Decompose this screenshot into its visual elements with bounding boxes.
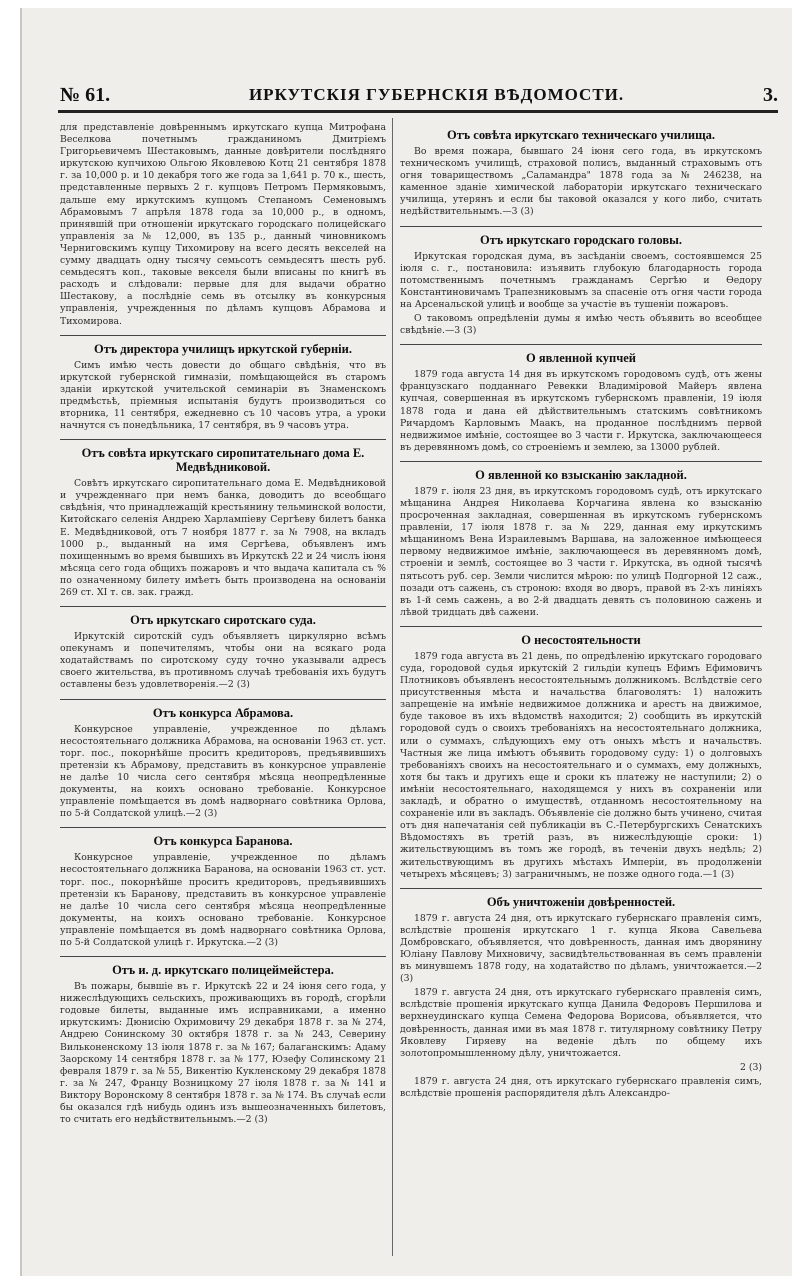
- page-header: [60, 82, 778, 108]
- left-column: [60, 122, 386, 1264]
- continued-paragraph: для представленіе довѣреннымъ иркутскаго купца Митрофана Веселкова почетнымъ гражданиномъ Дмитріемъ Григорьевичемъ Шестаковымъ, данные довѣрители послѣдняго иркутскою купчихою Ольгою Яковлевою Котц 21 сентября 1878 г. за 10,000 р. и 10 декабря того же года за 1,641 р. 70 к., шесть, представленные первыхъ 2 г. купцовъ Петромъ Пермяковымъ, дальше ему иркутскимъ купцомъ Степаномъ Семеновымъ Абрамовымъ 7 апрѣля 1878 года за 10,000 р., в одномъ, принявшій при отношеніи иркутскаго городскаго полицейскаго управленія за № 12,000, въ 135 р., данный чиновникомъ Черниговскимъ купцу Тихомирову на всего десять векселей на сумму двадцать одну тысячу семьсотъ семьдесятъ шесть руб. семьдесятъ коп., таковые векселя были вписаны по книгѣ въ расходъ и слѣдовали: первые для для выдачи обратно Шестакову, а послѣдніе семь въ отсылку въ конкурсныя управленія, учрежденныя по дѣламъ купцовъ Абрамова и Тихомирова.: [60, 122, 386, 327]
- section-title-mortgage: О явленной ко взысканію закладной.: [475, 467, 687, 482]
- section-divider: [400, 344, 762, 345]
- section-divider: [60, 699, 386, 700]
- section-paragraph: 1879 года августа въ 21 день, по опредѣленію иркутскаго городоваго суда, городовой судья иркутскій 2 гильдіи купецъ Ефимъ Ефимовичъ Плотниковъ объявленъ несостоятельнымъ должникомъ. Вслѣдствіе сего присутственныя мѣста и начальства благоволятъ: 1) наложить запрещеніе на имѣніе недвижимое должника и арестъ на движимое, буде таковое въ ихъ вѣдомствѣ находится; 2) сообщить въ иркутскій городовой судъ о своихъ требованіяхъ на несостоятельнаго должника, или о суммахъ, слѣдующихъ ему отъ оныхъ мѣстъ и начальствъ. Частныя же лица имѣютъ объявить городовому суду: 1) о долговыхъ требованіяхъ своихъ на несостоятельнаго и о суммахъ, ему должныхъ, хотя бы такъ и другихъ еще и сроки къ платежу не наступили; 2) о имѣніи несостоятельнаго, находящемся у нихъ въ сохраненіи или закладѣ, и обратно о имуществѣ, отданномъ несостоятельному на сохраненіе или въ закладъ. Объявленіе сіе должно быть учинено, считая отъ дня напечатанія сей публикаціи въ С.-Петербургскихъ Сенатскихъ Вѣдомостяхъ въ третій разъ, въ нижеслѣдующіе сроки: 1) жительствующимъ въ томъ же городѣ, въ теченіи двухъ недѣль; 2) жительствующимъ въ другихъ мѣстахъ Имперіи, въ продолженіи четырехъ мѣсяцевъ; 3) заграничнымъ, не позже одного года.—1 (3): [400, 650, 762, 880]
- section-signature: 2 (3): [739, 1061, 762, 1073]
- section-paragraph: О таковомъ опредѣленіи думы я имѣю честь объявить во всеобщее свѣдѣніе.—3 (3): [400, 313, 762, 337]
- section-title-technical-school: Отъ совѣта иркутскаго техническаго училища.: [447, 128, 715, 142]
- section-paragraph: Совѣтъ иркутскаго сиропитательнаго дома Е. Медвѣдниковой и учрежденнаго при немъ банка, доводитъ до всеобщаго свѣдѣнія, что принадлежащій крестьянину тельминской волости, Китойскаго селенія Андрею Харлампіеву Сергѣеву билетъ банка Е. Медвѣдниковой, отъ 7 ноября 1877 г. за № 7908, на вкладъ 1000 р., выданный на имя Сергѣева, объявленъ имъ похищеннымъ во время бывшихъ въ Иркутскѣ 22 и 24 числъ іюня мѣсяца сего года общихъ пожаровъ и что выдача капитала съ % по означенному билету имѣетъ быть производена на основаніи 269 ст. XI т. св. зак. гражд.: [60, 478, 386, 598]
- section-paragraph: 1879 г. августа 24 дня, отъ иркутскаго губернскаго правленія симъ, вслѣдствіе прошенія иркутскаго 1 г. купца Якова Савельева Домбровскаго, объявляется, что довѣренность, данная имъ дворянину Юліану Павлову Михновичу, засвидѣтельствованная въ семъ правленіи въ минувшемъ 1878 году, на ходатайство по дѣламъ, уничтожается.—2 (3): [400, 912, 762, 985]
- section-title-insolvency: О несостоятельности: [521, 632, 641, 647]
- newspaper-title: ИРКУТСКІЯ ГУБЕРНСКІЯ ВѢДОМОСТИ.: [248, 85, 625, 104]
- section-divider: [60, 439, 386, 440]
- section-divider: [400, 626, 762, 627]
- section-divider: [60, 606, 386, 607]
- section-paragraph: Конкурсное управленіе, учрежденное по дѣламъ несостоятельнаго должника Баранова, на основаніи 1963 ст. уст. торг. пос., покорнѣйше проситъ кредиторовъ, предъявившихъ претензіи къ Баранову, представить въ конкурсное управленіе не далѣе 10 числа сего сентября мѣсяца неопредѣленные документы, на коихъ основано требованіе. Конкурсное управленіе помѣщается въ домѣ надворнаго совѣтника Орлова, по 5-й Солдатской улицѣ г. Иркутска.—2 (3): [60, 852, 386, 948]
- section-divider: [60, 335, 386, 336]
- section-paragraph: 1879 г. августа 24 дня, отъ иркутскаго губернскаго правленія симъ, вслѣдствіе прошенія иркутскаго купца Данила Федоровъ Першилова и верхнеудинскаго купца Семена Федорова Ворисова, объявляется, что довѣренность, данная ими въ мая 1878 г. титулярному совѣтнику Петру Яковлеву Гиряеву на веденіе дѣлъ по общему ихъ золотопромышленному дѣлу, уничтожается.: [400, 987, 762, 1059]
- section-divider: [400, 226, 762, 227]
- section-paragraph: 1879 года августа 14 дня въ иркутскомъ городовомъ судѣ, отъ жены французскаго подданнаго Ревекки Владиміровой Майеръ явлена купчая, совершенная въ иркутскомъ губернскомъ правленіи, 19 іюля 1878 года и дана ей дѣйствительнымъ статскимъ совѣтникомъ Ричардомъ Карловымъ Маакъ, на проданное послѣднимъ первой недвижимое имѣніе, состоящее во 3 части г. Иркутска, заключающееся въ деревянномъ домѣ, со строеніемъ и землею, за 13000 рублей.: [400, 369, 762, 453]
- section-paragraph: 1879 г. іюля 23 дня, въ иркутскомъ городовомъ судѣ, отъ иркутскаго мѣщанина Андрея Николаева Корчагина явлена ко взысканію просроченная закладная, совершенная въ иркутскомъ губернскомъ правленіи, 17 іюля 1878 г. за № 229, данная ему иркутскимъ мѣщаниномъ Вена Израилевымъ Варшава, на заложенное имѣющееся первому недвижимое имѣніе, заключающееся въ деревянномъ домѣ, строеніи и землѣ, состоящее во 3 части г. Иркутска, въ одной тысячѣ пятьсотъ руб. сер. Земли числится мѣрою: по улицѣ Подгорной 12 саж., позади отъ сажень, съ строною: входя во дворъ, правой въ 2-хъ линіяхъ въ 1-й семь сажень, а во 2-й двадцать девять съ половиною сажень и лѣвой тридцать двѣ сажени.: [400, 485, 762, 618]
- page-number: 3.: [762, 83, 778, 106]
- section-divider: [60, 956, 386, 957]
- section-paragraph: Симъ имѣю честь довести до общаго свѣдѣнія, что въ иркутской губернской гимназіи, помѣщающейся въ старомъ зданіи иркутской учительской семинаріи въ Знаменскомъ предмѣстьѣ, пріемныя испытанія будутъ производиться со вторника, 11 сентября, ежедневно съ 10 часовъ утра, а уроки начнутся съ понедѣльника, 17 сентября, въ 9 часовъ утра.: [60, 359, 386, 432]
- section-title-city-head: Отъ иркутскаго городскаго головы.: [480, 232, 682, 247]
- section-paragraph: Иркутскій сиротскій судъ объявляетъ циркулярно всѣмъ опекунамъ и попечителямъ, чтобы они на всякаго рода ходатайствамъ по сиротскому суду точно указывали адресъ своего жительства, въ противномъ случаѣ требованія ихъ будутъ оставлены безъ удовлетворенія.—2 (3): [60, 631, 386, 691]
- section-paragraph: Конкурсное управленіе, учрежденное по дѣламъ несостоятельнаго должника Абрамова, на основаніи 1963 ст. уст. торг. пос., покорнѣйше проситъ кредиторовъ, предъявившихъ претензіи къ Абрамову, представить въ конкурсное управленіе не далѣе 10 числа сего сентября мѣсяца неопредѣленные документы, на коихъ основано требованіе. Конкурсное управленіе помѣщается въ домѣ надворнаго совѣтника Орлова, по 5-й Солдатской улицѣ.—2 (3): [60, 723, 386, 820]
- column-divider: [392, 118, 393, 1256]
- section-paragraph: Въ пожары, бывшіе въ г. Иркутскѣ 22 и 24 іюня сего года, у нижеслѣдующихъ сельскихъ, проживающихъ въ городѣ, сгорѣли годовые билеты, выданные имъ исправниками, а именно иркутскимъ: Дюнисію Охримовичу 29 декабря 1878 г. за № 274, Андрею Сонинскому 30 октября 1878 г. за № 243, Северину Вильконенскому 13 іюля 1878 г. за № 167; балаганскимъ: Адаму Заорскому 14 сентября 1878 г. за № 177, Юзефу Солинскому 21 февраля 1879 г. за № 55, Викентію Кукленскому 29 декабря 1878 г. за № 247, Францу Возницкому 27 іюля 1878 г. за № 141 и Виктору Воронскому 8 сентября 1878 г. за № 174. Въ случаѣ если бы оказался гдѣ нибудь одинъ изъ вышеозначенныхъ билетовъ, то считать его недѣйствительнымъ.—2 (3): [60, 981, 386, 1126]
- section-title-director: Отъ директора училищъ иркутской губерніи.: [94, 341, 352, 356]
- section-paragraph: Иркутская городская дума, въ засѣданіи своемъ, состоявшемся 25 іюля с. г., постановила: изъявить глубокую благодарность города потомственнымъ почетнымъ гражданамъ Сергѣю и Ѳедору Константиновичамъ Трапезниковымъ за спасеніе отъ огня части города на Арсенальской улицѣ и вообще за участіе въ тушеніи пожаровъ.: [400, 250, 762, 310]
- section-title-baranov: Отъ конкурса Баранова.: [153, 834, 293, 849]
- header-rule: [58, 110, 778, 113]
- section-title-purchase-deed: О явленной купчей: [525, 351, 637, 366]
- section-divider: [60, 827, 386, 828]
- section-paragraph: Во время пожара, бывшаго 24 іюня сего года, въ иркутскомъ техническомъ училищѣ, страховой полисъ, выданный страховымъ отъ огня товариществомъ „Саламандра" 1878 года за № 246238, на каменное зданіе химической лабораторіи иркутскаго техническаго училища, утерянъ и если бы таковой оказался у кого либо, считать недѣйствительнымъ.—3 (3): [400, 146, 762, 218]
- section-title-power-of-attorney: Объ уничтоженіи довѣренностей.: [486, 894, 676, 909]
- issue-number: № 61.: [60, 83, 111, 106]
- section-title-abramov: Отъ конкурса Абрамова.: [152, 705, 294, 720]
- section-divider: [400, 461, 762, 462]
- section-title-orphanage-council: Отъ совѣта иркутскаго сиропитательнаго дома Е. Медвѣдниковой.: [81, 446, 365, 475]
- section-divider: [400, 888, 762, 889]
- right-column: [400, 122, 762, 1264]
- section-title-orphan-court: Отъ иркутскаго сиротскаго суда.: [130, 613, 316, 628]
- section-title-police-chief: Отъ и. д. иркутскаго полицеймейстера.: [112, 963, 334, 978]
- newspaper-page: [20, 8, 792, 1276]
- section-paragraph: 1879 г. августа 24 дня, отъ иркутскаго губернскаго правленія симъ, вслѣдствіе прошенія распорядителя дѣлъ Александро-: [400, 1075, 762, 1099]
